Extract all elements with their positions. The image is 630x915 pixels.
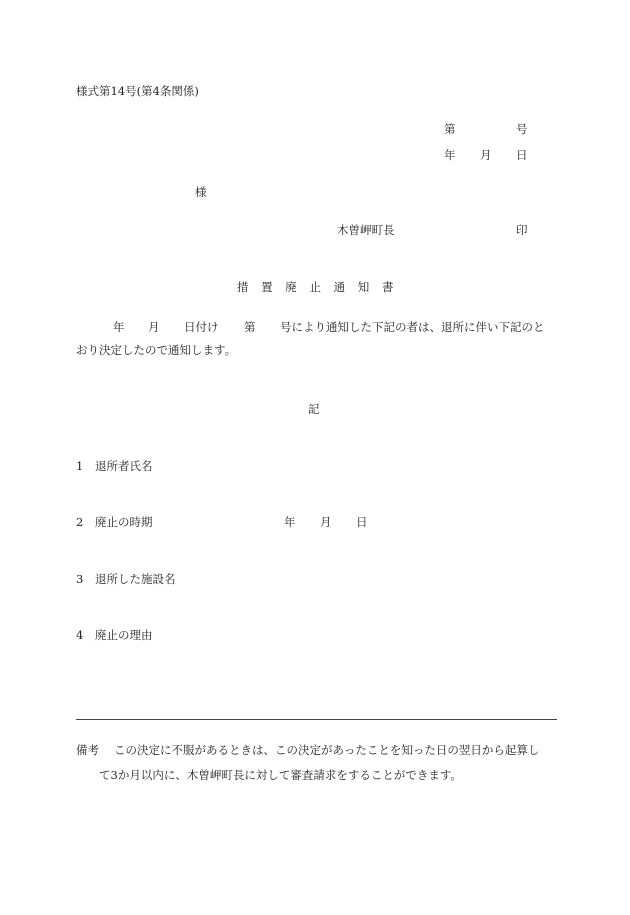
- note-line2: て3か月以内に、木曽岬町長に対して審査請求をすることができます。: [99, 768, 462, 782]
- item-2-day: 日: [356, 515, 368, 529]
- item-1-number: 1: [76, 459, 84, 473]
- item-2-year: 年: [284, 515, 296, 529]
- body-date-suffix: 日付け: [184, 320, 219, 334]
- ki-heading: 記: [308, 402, 320, 416]
- note-line1: この決定に不服があるときは、この決定があったことを知った日の翌日から起算し: [114, 743, 540, 757]
- note-label: 備考: [76, 743, 99, 757]
- body-year: 年: [113, 320, 125, 334]
- doc-number-dai: 第: [444, 122, 456, 136]
- document-title: 措 置 廃 止 通 知 書: [237, 280, 394, 294]
- item-3-label: 退所した施設名: [95, 572, 176, 586]
- item-3-number: 3: [76, 572, 84, 586]
- item-4-number: 4: [76, 628, 84, 642]
- issuer-name: 木曽岬町長: [337, 223, 395, 237]
- item-2-number: 2: [76, 515, 84, 529]
- item-4-label: 廃止の理由: [95, 628, 153, 642]
- date-year: 年: [444, 148, 456, 162]
- doc-number-go: 号: [516, 122, 528, 136]
- date-month: 月: [480, 148, 492, 162]
- item-2-month: 月: [320, 515, 332, 529]
- item-1-label: 退所者氏名: [95, 459, 153, 473]
- body-dai: 第: [244, 320, 256, 334]
- body-line1: 号により通知した下記の者は、退所に伴い下記のと: [280, 320, 545, 334]
- divider-line: [76, 719, 557, 720]
- item-2-label: 廃止の時期: [95, 515, 153, 529]
- body-month: 月: [148, 320, 160, 334]
- addressee-suffix: 様: [195, 185, 207, 199]
- body-line2: おり決定したので通知します。: [76, 343, 237, 357]
- date-day: 日: [516, 148, 528, 162]
- issuer-seal: 印: [516, 223, 528, 237]
- form-number: 様式第14号(第4条関係): [76, 84, 199, 98]
